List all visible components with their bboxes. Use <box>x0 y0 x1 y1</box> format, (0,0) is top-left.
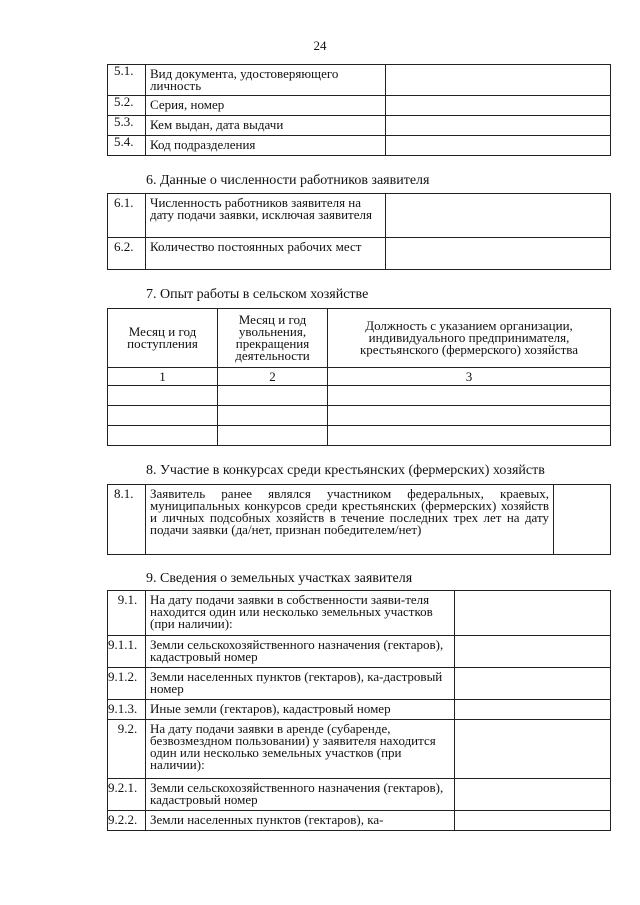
value-cell[interactable] <box>328 426 611 446</box>
row-label: Заявитель ранее являлся участником федеральных, краевых, муниципальных конкурсов среди крестьянских (фермерских) хозяйств и личных подсобных хозяйств в течение последних трех лет на дату подачи заявки (да/нет, признан победителем/нет) <box>146 485 554 555</box>
row-number: 5.3. <box>108 116 146 136</box>
row-label: На дату подачи заявки в собственности заяви-теля находится один или несколько земельных участков (при наличии): <box>146 591 455 636</box>
row-label: Численность работников заявителя на дату подачи заявки, исключая заявителя <box>146 194 386 238</box>
row-number: 5.4. <box>108 136 146 156</box>
table-row <box>108 668 611 700</box>
value-cell[interactable] <box>218 386 328 406</box>
column-header: Месяц и год поступления <box>108 309 218 368</box>
row-label: Вид документа, удостоверяющего личность <box>146 65 386 96</box>
value-cell[interactable] <box>455 811 611 831</box>
land-plots-table <box>107 590 611 831</box>
page-number: 24 <box>313 38 327 53</box>
value-cell[interactable] <box>455 700 611 720</box>
row-number: 9.2.2. <box>108 811 146 831</box>
value-cell[interactable] <box>108 406 218 426</box>
identity-document-table <box>107 64 611 156</box>
column-number-row <box>108 368 611 386</box>
value-cell[interactable] <box>386 136 611 156</box>
row-number: 8.1. <box>108 485 146 555</box>
value-cell[interactable] <box>328 406 611 426</box>
value-cell[interactable] <box>386 116 611 136</box>
row-label: Земли населенных пунктов (гектаров), ка- <box>146 811 455 831</box>
table-row <box>108 779 611 811</box>
table-row <box>108 720 611 779</box>
section-8-title: 8. Участие в конкурсах среди крестьянских (фермерских) хозяйств <box>146 463 545 478</box>
table-row <box>108 136 611 156</box>
value-cell[interactable] <box>455 779 611 811</box>
section-7-title: 7. Опыт работы в сельском хозяйстве <box>146 287 369 302</box>
row-number: 9.1.3. <box>108 700 146 720</box>
row-number: 9.1. <box>108 591 146 636</box>
table-row <box>108 700 611 720</box>
value-cell[interactable] <box>108 426 218 446</box>
table-row <box>108 636 611 668</box>
work-experience-table <box>107 308 611 446</box>
row-label: Кем выдан, дата выдачи <box>146 116 386 136</box>
row-number: 5.1. <box>108 65 146 96</box>
row-label: На дату подачи заявки в аренде (субаренде, безвозмездном пользовании) у заявителя находится один или несколько земельных участков (при наличии): <box>146 720 455 779</box>
value-cell[interactable] <box>455 636 611 668</box>
value-cell[interactable] <box>386 238 611 270</box>
row-label: Код подразделения <box>146 136 386 156</box>
table-row <box>108 426 611 446</box>
table-row <box>108 116 611 136</box>
section-9-title: 9. Сведения о земельных участках заявителя <box>146 571 413 586</box>
section-6-title: 6. Данные о численности работников заявителя <box>146 173 430 188</box>
row-label: Серия, номер <box>146 96 386 116</box>
contest-participation-table <box>107 484 611 555</box>
row-number: 9.1.2. <box>108 668 146 700</box>
value-cell[interactable] <box>328 386 611 406</box>
table-header-row <box>108 309 611 368</box>
value-cell[interactable] <box>108 386 218 406</box>
column-number: 3 <box>328 368 611 386</box>
value-cell[interactable] <box>455 720 611 779</box>
value-cell[interactable] <box>386 65 611 96</box>
row-label: Земли сельскохозяйственного назначения (гектаров), кадастровый номер <box>146 636 455 668</box>
table-row <box>108 406 611 426</box>
table-row <box>108 386 611 406</box>
value-cell[interactable] <box>218 406 328 426</box>
row-label: Количество постоянных рабочих мест <box>146 238 386 270</box>
table-row <box>108 194 611 238</box>
table-row <box>108 96 611 116</box>
row-label: Земли сельскохозяйственного назначения (гектаров), кадастровый номер <box>146 779 455 811</box>
row-label: Земли населенных пунктов (гектаров), ка-дастровый номер <box>146 668 455 700</box>
employees-table <box>107 193 611 270</box>
row-number: 6.2. <box>108 238 146 270</box>
column-header: Месяц и год увольнения, прекращения деятельности <box>218 309 328 368</box>
row-number: 9.2. <box>108 720 146 779</box>
table-row <box>108 65 611 96</box>
row-number: 6.1. <box>108 194 146 238</box>
table-row <box>108 591 611 636</box>
value-cell[interactable] <box>554 485 611 555</box>
row-number: 9.2.1. <box>108 779 146 811</box>
table-row <box>108 811 611 831</box>
value-cell[interactable] <box>455 591 611 636</box>
value-cell[interactable] <box>455 668 611 700</box>
column-number: 1 <box>108 368 218 386</box>
column-header: Должность с указанием организации, индивидуального предпринимателя, крестьянского (фермерского) хозяйства <box>328 309 611 368</box>
row-number: 9.1.1. <box>108 636 146 668</box>
value-cell[interactable] <box>386 194 611 238</box>
row-number: 5.2. <box>108 96 146 116</box>
column-number: 2 <box>218 368 328 386</box>
table-row <box>108 485 611 555</box>
value-cell[interactable] <box>386 96 611 116</box>
row-label: Иные земли (гектаров), кадастровый номер <box>146 700 455 720</box>
table-row <box>108 238 611 270</box>
value-cell[interactable] <box>218 426 328 446</box>
